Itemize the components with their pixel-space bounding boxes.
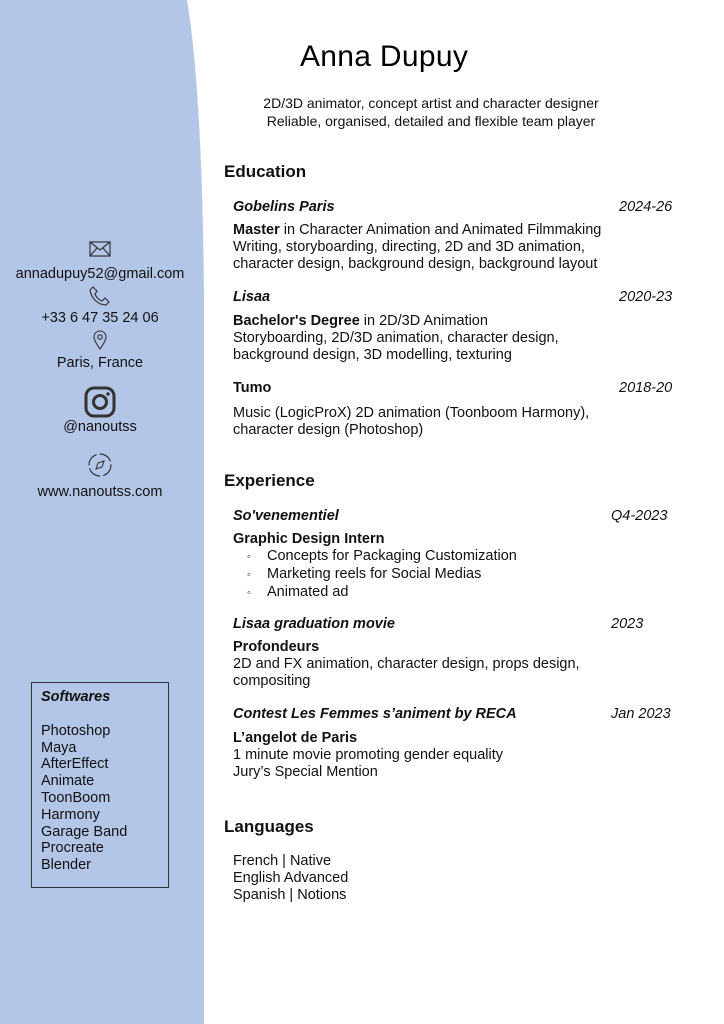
detail-line: Jury’s Special Mention xyxy=(233,764,378,780)
phone-contact xyxy=(0,285,200,326)
education-school: Gobelins Paris xyxy=(233,199,335,215)
language-item: Spanish | Notions xyxy=(233,887,347,903)
detail-line: background design, 3D modelling, texturing xyxy=(233,347,512,363)
education-date: 2020-23 xyxy=(619,289,673,305)
mail-icon xyxy=(89,241,111,257)
software-item: Photoshop xyxy=(41,722,111,739)
education-details xyxy=(233,405,633,439)
education-date: 2018-20 xyxy=(619,380,673,396)
tagline-line-1: 2D/3D animator, concept artist and character designer xyxy=(263,95,599,111)
detail-line: compositing xyxy=(233,673,311,689)
experience-heading: Experience xyxy=(224,471,315,490)
education-date: 2024-26 xyxy=(619,199,673,215)
role-title: Graphic Design Intern xyxy=(233,531,385,547)
degree-name: Master xyxy=(233,222,280,238)
degree-field: in Character Animation and Animated Filmmaking xyxy=(279,222,602,238)
instagram-handle[interactable]: @nanoutss xyxy=(63,419,137,435)
software-item: Maya xyxy=(41,739,77,756)
software-item: AfterEffect xyxy=(41,756,109,773)
detail-line: character design, background design, background layout xyxy=(233,256,598,272)
bullet-list xyxy=(233,548,633,602)
phone-icon xyxy=(88,285,112,307)
detail-line: Writing, storyboarding, directing, 2D and 3D animation, xyxy=(233,239,585,255)
software-item: Animate xyxy=(41,773,95,790)
location-text: Paris, France xyxy=(56,355,144,371)
education-details xyxy=(233,313,633,364)
degree-name: Bachelor's Degree xyxy=(233,313,360,329)
software-item: ToonBoom xyxy=(41,789,111,806)
softwares-title: Softwares xyxy=(41,689,111,705)
name-title: Anna Dupuy xyxy=(300,40,469,73)
experience-details xyxy=(233,639,633,690)
compass-icon xyxy=(87,452,113,478)
experience-company: Lisaa graduation movie xyxy=(233,616,395,632)
education-details xyxy=(233,222,633,273)
experience-details xyxy=(233,730,633,781)
experience-company: Contest Les Femmes s’animent by RECA xyxy=(233,706,517,722)
website-text[interactable]: www.nanoutss.com xyxy=(37,484,163,500)
language-item: English Advanced xyxy=(233,870,349,886)
detail-line: Storyboarding, 2D/3D animation, character design, xyxy=(233,330,559,346)
experience-details xyxy=(233,531,633,602)
software-item: Garage Band xyxy=(41,823,128,840)
experience-date: 2023 xyxy=(611,616,644,632)
education-school: Lisaa xyxy=(233,289,271,305)
location-contact xyxy=(0,330,200,371)
softwares-box xyxy=(31,682,169,888)
language-item: French | Native xyxy=(233,853,332,869)
software-item: Procreate xyxy=(41,840,104,857)
website-contact xyxy=(0,452,200,500)
experience-date: Q4-2023 xyxy=(611,508,668,524)
languages-list xyxy=(233,853,633,904)
detail-line: character design (Photoshop) xyxy=(233,422,424,438)
degree-field: in 2D/3D Animation xyxy=(359,313,488,329)
location-pin-icon xyxy=(92,330,108,350)
education-heading: Education xyxy=(224,162,307,181)
tagline-line-2: Reliable, organised, detailed and flexible team player xyxy=(266,113,596,129)
email-text[interactable]: annadupuy52@gmail.com xyxy=(15,266,185,282)
experience-company: So'venementiel xyxy=(233,508,339,524)
software-item: Blender xyxy=(41,857,91,874)
software-item: Harmony xyxy=(41,806,100,823)
bullet-item: ◦ Marketing reels for Social Medias xyxy=(247,566,633,584)
phone-text[interactable]: +33 6 47 35 24 06 xyxy=(41,310,159,326)
experience-date: Jan 2023 xyxy=(611,706,671,722)
detail-line: Music (LogicProX) 2D animation (Toonboom Harmony), xyxy=(233,405,590,421)
detail-line: 2D and FX animation, character design, props design, xyxy=(233,656,580,672)
role-title: L’angelot de Paris xyxy=(233,730,358,746)
instagram-contact xyxy=(0,386,200,435)
languages-heading: Languages xyxy=(224,817,314,836)
bullet-item: ◦ Concepts for Packaging Customization xyxy=(247,548,633,566)
bullet-item: ◦ Animated ad xyxy=(247,584,633,602)
instagram-icon xyxy=(84,386,116,418)
detail-line: 1 minute movie promoting gender equality xyxy=(233,747,504,763)
education-school: Tumo xyxy=(233,380,272,396)
email-contact xyxy=(0,241,200,282)
role-title: Profondeurs xyxy=(233,639,320,655)
